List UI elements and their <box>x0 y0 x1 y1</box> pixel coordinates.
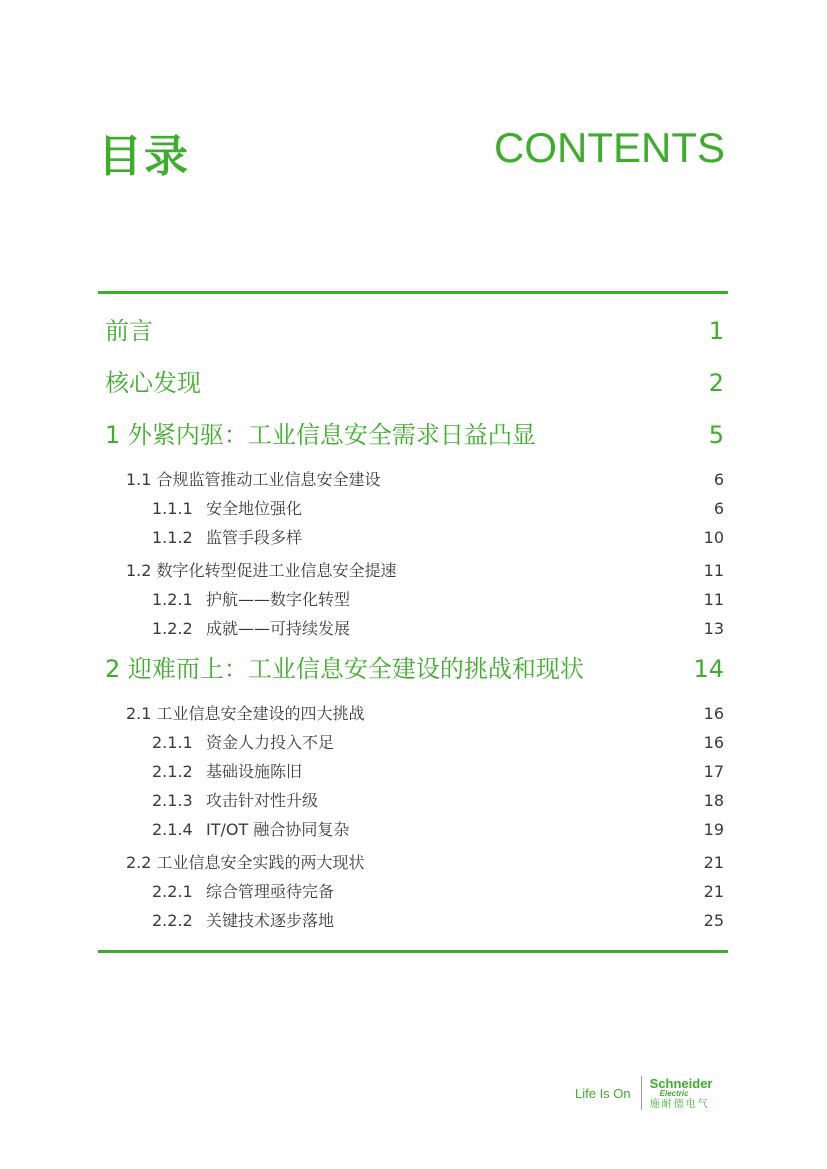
footer-branding <box>575 1076 713 1110</box>
toc-entry-label <box>105 643 584 695</box>
toc-entry-page: 16 <box>703 704 724 723</box>
toc-entry-label <box>152 786 318 815</box>
toc-entry-label <box>152 757 302 786</box>
toc-entry-label <box>152 614 350 643</box>
toc-entry-page: 5 <box>708 421 724 449</box>
toc-entry-page: 18 <box>703 791 724 810</box>
logo-brand-cn: 施耐德电气 <box>649 1098 710 1110</box>
toc-entry[interactable] <box>98 643 724 695</box>
toc-entry-page: 19 <box>703 820 724 839</box>
tagline: Life Is On <box>575 1085 631 1101</box>
logo-brand: Schneider <box>649 1075 713 1091</box>
logo-brand-sub: Electric <box>659 1088 689 1098</box>
toc-entry-number: 1.2 <box>126 561 152 580</box>
toc-entry-title: 数字化转型促进工业信息安全提速 <box>156 561 397 580</box>
toc-entry-title: 合规监管推动工业信息安全建设 <box>156 470 381 489</box>
toc-entry-page: 10 <box>703 528 724 547</box>
toc-entry[interactable] <box>98 848 724 877</box>
toc-entry-number: 2.2.2 <box>152 911 193 930</box>
toc-entry[interactable] <box>98 494 724 523</box>
toc-entry-page: 14 <box>693 655 724 683</box>
toc-entry-page: 6 <box>713 499 724 518</box>
toc-entry-title: 安全地位强化 <box>206 499 303 518</box>
toc-entry-label <box>152 877 334 906</box>
toc-entry-title: 成就——可持续发展 <box>206 619 351 638</box>
toc-entry[interactable] <box>98 409 724 461</box>
toc-entry-label <box>152 523 302 552</box>
toc-entry-label <box>126 465 381 494</box>
toc-entry-number: 1 <box>105 421 121 449</box>
toc-entry-label <box>152 494 302 523</box>
toc-entry-label <box>152 906 334 935</box>
toc-entry[interactable] <box>98 305 724 357</box>
toc-entry-number: 1.2.2 <box>152 619 193 638</box>
toc-entry-label <box>152 815 349 844</box>
toc-entry[interactable] <box>98 757 724 786</box>
toc-entry[interactable] <box>98 699 724 728</box>
top-divider <box>98 291 728 294</box>
toc-entry-label <box>152 728 334 757</box>
toc-entry[interactable] <box>98 728 724 757</box>
toc-entry-title: 综合管理亟待完备 <box>206 882 335 901</box>
toc-entry-number: 2.1.3 <box>152 791 193 810</box>
toc-entry-page: 17 <box>703 762 724 781</box>
footer-divider <box>641 1076 642 1110</box>
toc-entry-number: 2.2 <box>126 853 152 872</box>
toc-entry-number: 2.1.1 <box>152 733 193 752</box>
toc-entry-label <box>126 556 397 585</box>
toc-entry-number: 2.2.1 <box>152 882 193 901</box>
toc-entry-label <box>105 305 153 357</box>
toc-entry-page: 13 <box>703 619 724 638</box>
toc-entry[interactable] <box>98 523 724 552</box>
toc-entry-label <box>105 409 536 461</box>
toc-entry[interactable] <box>98 585 724 614</box>
toc-entry-title: 核心发现 <box>105 369 201 397</box>
bottom-divider <box>98 950 728 953</box>
page-title: 目录 <box>98 131 190 182</box>
toc-entry-number: 1.2.1 <box>152 590 193 609</box>
toc-entry[interactable] <box>98 556 724 585</box>
toc-entry-title: 关键技术逐步落地 <box>206 911 335 930</box>
toc-entry-number: 2.1.4 <box>152 820 193 839</box>
toc-entry-page: 16 <box>703 733 724 752</box>
toc-entry-title: 迎难而上：工业信息安全建设的挑战和现状 <box>127 655 584 683</box>
table-of-contents <box>98 305 724 935</box>
toc-entry-number: 1.1 <box>126 470 152 489</box>
toc-entry-label <box>126 848 365 877</box>
toc-entry-page: 21 <box>703 853 724 872</box>
toc-entry-title: 前言 <box>105 317 153 345</box>
toc-entry-page: 21 <box>703 882 724 901</box>
toc-entry[interactable] <box>98 815 724 844</box>
toc-entry[interactable] <box>98 614 724 643</box>
toc-entry-label <box>105 357 201 409</box>
toc-entry[interactable] <box>98 877 724 906</box>
toc-entry-number: 2.1.2 <box>152 762 193 781</box>
toc-entry[interactable] <box>98 786 724 815</box>
toc-entry-title: 护航——数字化转型 <box>206 590 351 609</box>
toc-entry-title: IT/OT 融合协同复杂 <box>206 820 350 839</box>
toc-entry-label <box>152 585 350 614</box>
toc-entry-title: 资金人力投入不足 <box>206 733 335 752</box>
toc-entry-page: 6 <box>713 470 724 489</box>
toc-entry-page: 11 <box>703 561 724 580</box>
toc-entry-page: 1 <box>708 317 724 345</box>
toc-entry-number: 2.1 <box>126 704 152 723</box>
toc-entry[interactable] <box>98 906 724 935</box>
toc-entry-title: 工业信息安全建设的四大挑战 <box>156 704 365 723</box>
toc-entry[interactable] <box>98 465 724 494</box>
toc-entry-number: 2 <box>105 655 121 683</box>
toc-entry-label <box>126 699 365 728</box>
toc-entry[interactable] <box>98 357 724 409</box>
toc-entry-page: 2 <box>708 369 724 397</box>
toc-entry-number: 1.1.1 <box>152 499 193 518</box>
toc-entry-page: 25 <box>703 911 724 930</box>
toc-entry-title: 工业信息安全实践的两大现状 <box>156 853 365 872</box>
toc-entry-title: 攻击针对性升级 <box>206 791 319 810</box>
toc-entry-number: 1.1.2 <box>152 528 193 547</box>
toc-entry-title: 基础设施陈旧 <box>206 762 303 781</box>
toc-entry-title: 外紧内驱：工业信息安全需求日益凸显 <box>127 421 536 449</box>
toc-entry-title: 监管手段多样 <box>206 528 303 547</box>
toc-entry-page: 11 <box>703 590 724 609</box>
page-title-en: CONTENTS <box>494 124 725 171</box>
company-logo <box>650 1077 713 1110</box>
